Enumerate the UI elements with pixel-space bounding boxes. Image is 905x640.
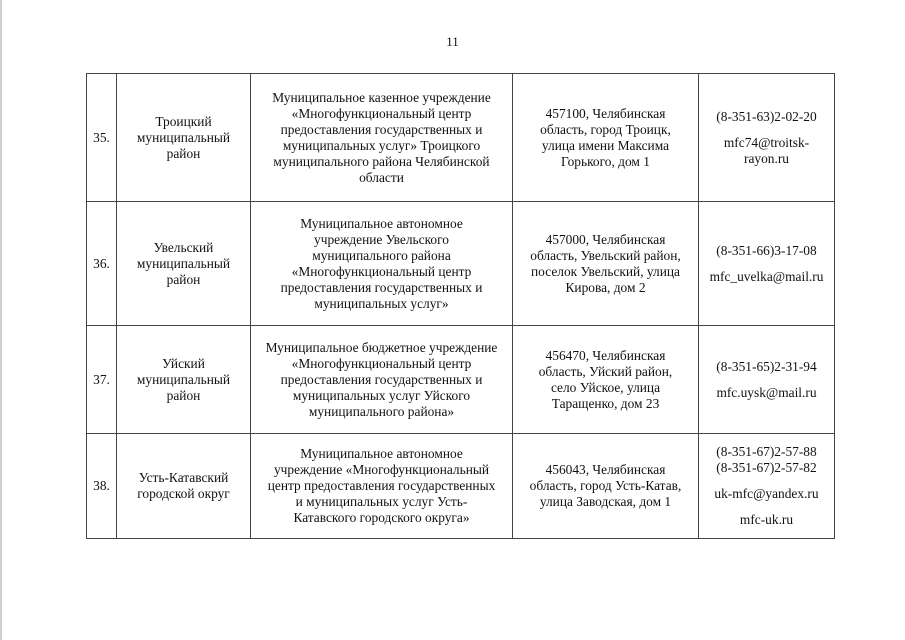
address-line: 457000, Челябинская	[545, 231, 666, 247]
address-cell	[513, 326, 699, 434]
address-line: область, город Троицк,	[540, 121, 671, 137]
organization-cell	[251, 74, 513, 202]
address-line: улица Заводская, дом 1	[539, 494, 672, 509]
row-number: 36.	[87, 202, 117, 326]
phone-text: (8-351-67)2-57-82	[716, 460, 817, 475]
contact-cell	[699, 202, 835, 326]
phone-text: (8-351-65)2-31-94	[716, 358, 817, 374]
page-left-edge	[0, 0, 2, 640]
district-cell	[117, 326, 251, 434]
district-cell	[117, 74, 251, 202]
organization-line: учреждение Увельского	[314, 231, 449, 247]
table-row	[87, 326, 835, 434]
address-line: 456043, Челябинская	[545, 462, 666, 477]
district-line: Троицкий	[155, 113, 212, 129]
organization-line: муниципального района Челябинской	[273, 153, 490, 169]
organization-line: Муниципальное казенное учреждение	[272, 89, 491, 105]
address-line: село Уйское, улица	[550, 379, 661, 395]
address-line: область, город Усть-Катав,	[529, 478, 682, 493]
organization-line: муниципального района»	[308, 403, 455, 419]
organization-line: муниципальных услуг»	[314, 295, 449, 311]
organization-cell	[251, 434, 513, 539]
organization-line: Муниципальное автономное	[300, 215, 463, 231]
district-line: муниципальный	[136, 371, 231, 387]
address-line: область, Уйский район,	[538, 363, 673, 379]
address-line: улица имени Максима	[541, 137, 670, 153]
organization-line: и муниципальных услуг Усть-	[295, 494, 468, 509]
address-line: область, Увельский район,	[530, 247, 681, 263]
district-cell	[117, 434, 251, 539]
mfc-table	[86, 73, 835, 539]
contact-cell	[699, 326, 835, 434]
address-cell	[513, 74, 699, 202]
district-line: район	[166, 271, 201, 287]
organization-line: предоставления государственных и	[280, 121, 483, 137]
email-link[interactable]: uk-mfc@yandex.ru	[714, 486, 819, 501]
organization-line: муниципальных услуг» Троицкого	[282, 137, 481, 153]
district-cell	[117, 202, 251, 326]
address-line: 457100, Челябинская	[545, 105, 666, 121]
organization-line: «Многофункциональный центр	[291, 355, 472, 371]
page-number: 11	[446, 34, 459, 49]
table-row	[87, 434, 835, 539]
organization-cell	[251, 202, 513, 326]
district-line: муниципальный	[136, 255, 231, 271]
organization-line: Муниципальное бюджетное учреждение	[265, 339, 498, 355]
organization-line: предоставления государственных и	[280, 371, 483, 387]
contact-cell	[699, 434, 835, 539]
contact-cell	[699, 74, 835, 202]
address-line: 456470, Челябинская	[545, 347, 666, 363]
district-line: Уйский	[162, 355, 205, 371]
organization-line: предоставления государственных и	[280, 279, 483, 295]
organization-line: Муниципальное автономное	[300, 446, 463, 461]
email-link[interactable]: mfc74@troitsk-rayon.ru	[723, 134, 810, 166]
address-line: поселок Увельский, улица	[531, 263, 680, 279]
phone-text: (8-351-67)2-57-88	[716, 444, 817, 459]
address-line: Таращенко, дом 23	[551, 395, 660, 411]
address-cell	[513, 202, 699, 326]
table-row	[87, 202, 835, 326]
organization-line: муниципального района	[312, 247, 451, 263]
organization-line: муниципальных услуг Уйского	[292, 387, 471, 403]
district-line: муниципальный	[136, 129, 231, 145]
phone-text: (8-351-66)3-17-08	[716, 242, 817, 258]
district-line: район	[166, 145, 201, 161]
email-link[interactable]: mfc_uvelka@mail.ru	[709, 268, 824, 284]
phone-text: (8-351-63)2-02-20	[716, 108, 817, 124]
row-number: 37.	[87, 326, 117, 434]
organization-line: учреждение «Многофункциональный	[273, 462, 490, 477]
website-link[interactable]: mfc-uk.ru	[739, 512, 794, 527]
district-line: район	[166, 387, 201, 403]
address-line: Горького, дом 1	[561, 153, 650, 169]
organization-line: Катавского городского округа»	[293, 510, 470, 525]
email-link[interactable]: mfc.uysk@mail.ru	[716, 384, 817, 400]
address-line: Кирова, дом 2	[565, 279, 646, 295]
district-line: городской округ	[137, 486, 230, 501]
organization-cell	[251, 326, 513, 434]
organization-line: центр предоставления государственных	[267, 478, 496, 493]
row-number: 38.	[87, 434, 117, 539]
address-cell	[513, 434, 699, 539]
organization-line: «Многофункциональный центр	[291, 263, 472, 279]
row-number: 35.	[87, 74, 117, 202]
district-line: Усть-Катавский	[138, 470, 229, 485]
table-row	[87, 74, 835, 202]
organization-line: «Многофункциональный центр	[291, 105, 472, 121]
district-line: Увельский	[153, 239, 214, 255]
organization-line: области	[359, 169, 404, 185]
